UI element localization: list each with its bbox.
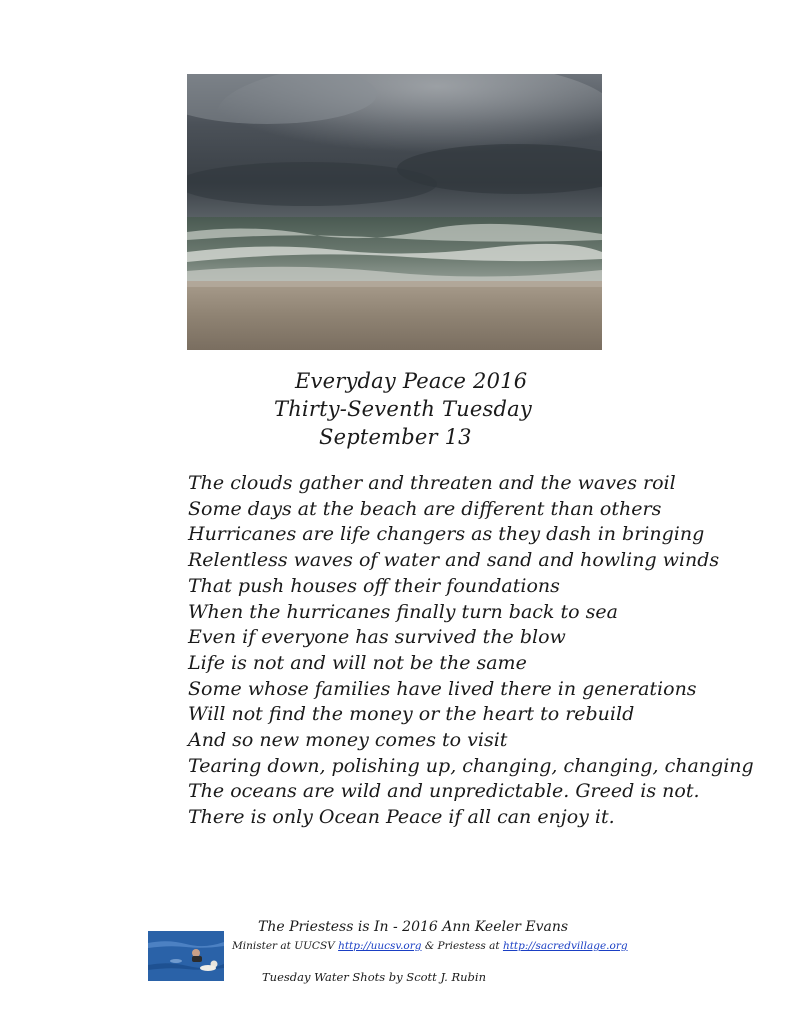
sacredvillage-link[interactable]: http://sacredvillage.org — [502, 940, 628, 952]
poem-line: The oceans are wild and unpredictable. Greed is not. — [188, 780, 700, 803]
poem-line: Hurricanes are life changers as they dash in bringing — [188, 523, 705, 546]
poem — [188, 471, 754, 831]
footer-minister-line — [232, 940, 628, 952]
title-line-2: Thirty-Seventh Tuesday — [274, 397, 532, 421]
poem-line: And so new money comes to visit — [188, 729, 508, 752]
photo-credit: Tuesday Water Shots by Scott J. Rubin — [262, 970, 486, 984]
poem-line: Life is not and will not be the same — [188, 651, 527, 674]
title-line-3: September 13 — [319, 425, 472, 449]
footer-title: The Priestess is In - 2016 Ann Keeler Evans — [258, 919, 569, 935]
poem-line: Tearing down, polishing up, changing, changing, changing — [188, 754, 754, 777]
stormy-beach-photo — [187, 74, 602, 350]
poem-line: Will not find the money or the heart to rebuild — [188, 703, 635, 726]
poem-line: When the hurricanes finally turn back to sea — [188, 600, 618, 623]
uucsv-link[interactable]: http://uucsv.org — [338, 940, 422, 952]
priestess-prefix: & Priestess at — [421, 940, 503, 952]
poem-line: Even if everyone has survived the blow — [188, 626, 566, 649]
poem-line: Some whose families have lived there in generations — [188, 677, 697, 700]
poem-line: That push houses off their foundations — [188, 574, 560, 597]
swimmers-thumbnail — [148, 931, 224, 981]
poem-line: The clouds gather and threaten and the waves roil — [188, 472, 676, 494]
minister-prefix: Minister at UUCSV — [232, 940, 339, 952]
poem-line: There is only Ocean Peace if all can enjoy it. — [188, 806, 615, 829]
poem-line: Relentless waves of water and sand and howling winds — [188, 549, 720, 572]
poem-line: Some days at the beach are different than others — [188, 497, 662, 520]
title-line-1: Everyday Peace 2016 — [295, 369, 528, 393]
